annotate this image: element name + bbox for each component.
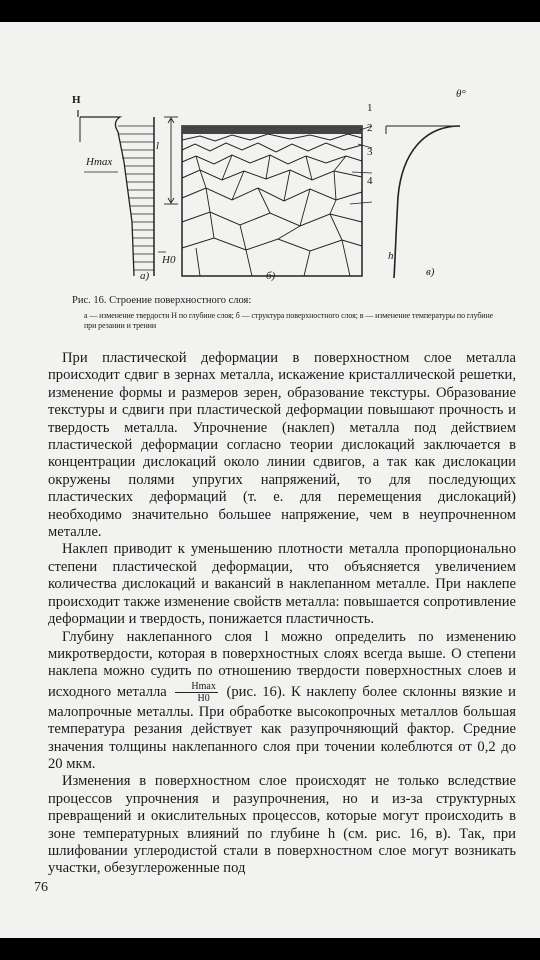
- label-layer-2: 2: [367, 122, 373, 134]
- panel-c-label: в): [426, 266, 435, 278]
- layer-depth-marker: [164, 117, 178, 204]
- page-number: 76: [34, 880, 48, 895]
- paragraph-3: [48, 629, 516, 774]
- book-page: [0, 22, 540, 938]
- paragraph-2: Наклеп приводит к уменьшению плотности металла пропорционально степени пластической деформации, что объясняется увеличением количества дислокаций и вакансий в наклепанном металле. При наклепе происходит также изменение свойств металла: повышается сопротивление деформации и твердость, понижается пластичность.: [48, 541, 516, 628]
- label-H: H: [72, 94, 81, 106]
- panel-b-label: б): [266, 270, 276, 282]
- label-layer-4: 4: [367, 175, 373, 187]
- paragraph-3-end: (рис. 16). К наклепу более склонны вязкие и малопрочные металлы. При обработке высокопрочных металлов большая температура резания действует как разупрочняющий фактор. Средние значения толщины наклепанного слоя при точении колеблются от 0,2 до 20 мкм.: [48, 683, 516, 772]
- label-h: h: [388, 250, 394, 262]
- figure-legend: а — изменение твердости H по глубине слоя; б — структура поверхностного слоя; в — изменение температуры по глубине при резании и трении: [84, 311, 494, 330]
- paragraph-1: При пластической деформации в поверхностном слое металла происходит сдвиг в зернах металла, искажение кристаллической решетки, изменение формы и размеров зерен, образование текстуры. Образование текстуры и сдвиги при пластической деформации повышают прочность и твердость металла. Упрочнение (наклеп) металла под действием пластической деформации согласно теории дислокаций заключается в концентрации дислокаций около линии сдвигов, а так как дислокации окружены полями упругих напряжений, то для последующих пластических деформаций (т. е. для перемещения дислокаций) необходимо значительно большее напряжение, чем в неупрочненном металле.: [48, 350, 516, 541]
- label-H0: H0: [162, 254, 176, 266]
- panel-c-temperature-curve: [386, 126, 460, 278]
- paragraph-4: Изменения в поверхностном слое происходят не только вследствие процессов упрочнения и разупрочнения, но и из-за структурных превращений и окислительных процессов, которые могут происходить в зоне температурных влияний по глубине h (см. рис. 16, в). Так, при шлифовании углеродистой стали в поверхностном слое могут возникать участки, обезуглероженные под: [48, 773, 516, 877]
- paragraph-3-start: Глубину наклепанного слоя l можно определить по изменению микротвердости, которая в поверхностных слоях всегда выше. О степени наклепа можно судить по отношению твердости поверхностных слоев и исходного металла: [48, 628, 516, 700]
- label-layer-3: 3: [367, 146, 373, 158]
- fraction-denominator: H0: [197, 692, 210, 704]
- panel-b-grain-structure: [182, 126, 372, 276]
- label-Hmax: Hmax: [86, 156, 113, 168]
- label-l: l: [156, 140, 160, 152]
- hardness-ratio-fraction: [175, 681, 217, 704]
- panel-a-label: а): [140, 270, 150, 282]
- fraction-numerator: Hmax: [175, 681, 217, 693]
- label-theta: θ°: [456, 88, 466, 100]
- body-text: [48, 350, 516, 878]
- panel-a-hardness-profile: [78, 110, 166, 276]
- label-layer-1: 1: [367, 102, 373, 114]
- figure-caption: Рис. 16. Строение поверхностного слоя:: [72, 295, 252, 306]
- figure-16: [0, 22, 540, 330]
